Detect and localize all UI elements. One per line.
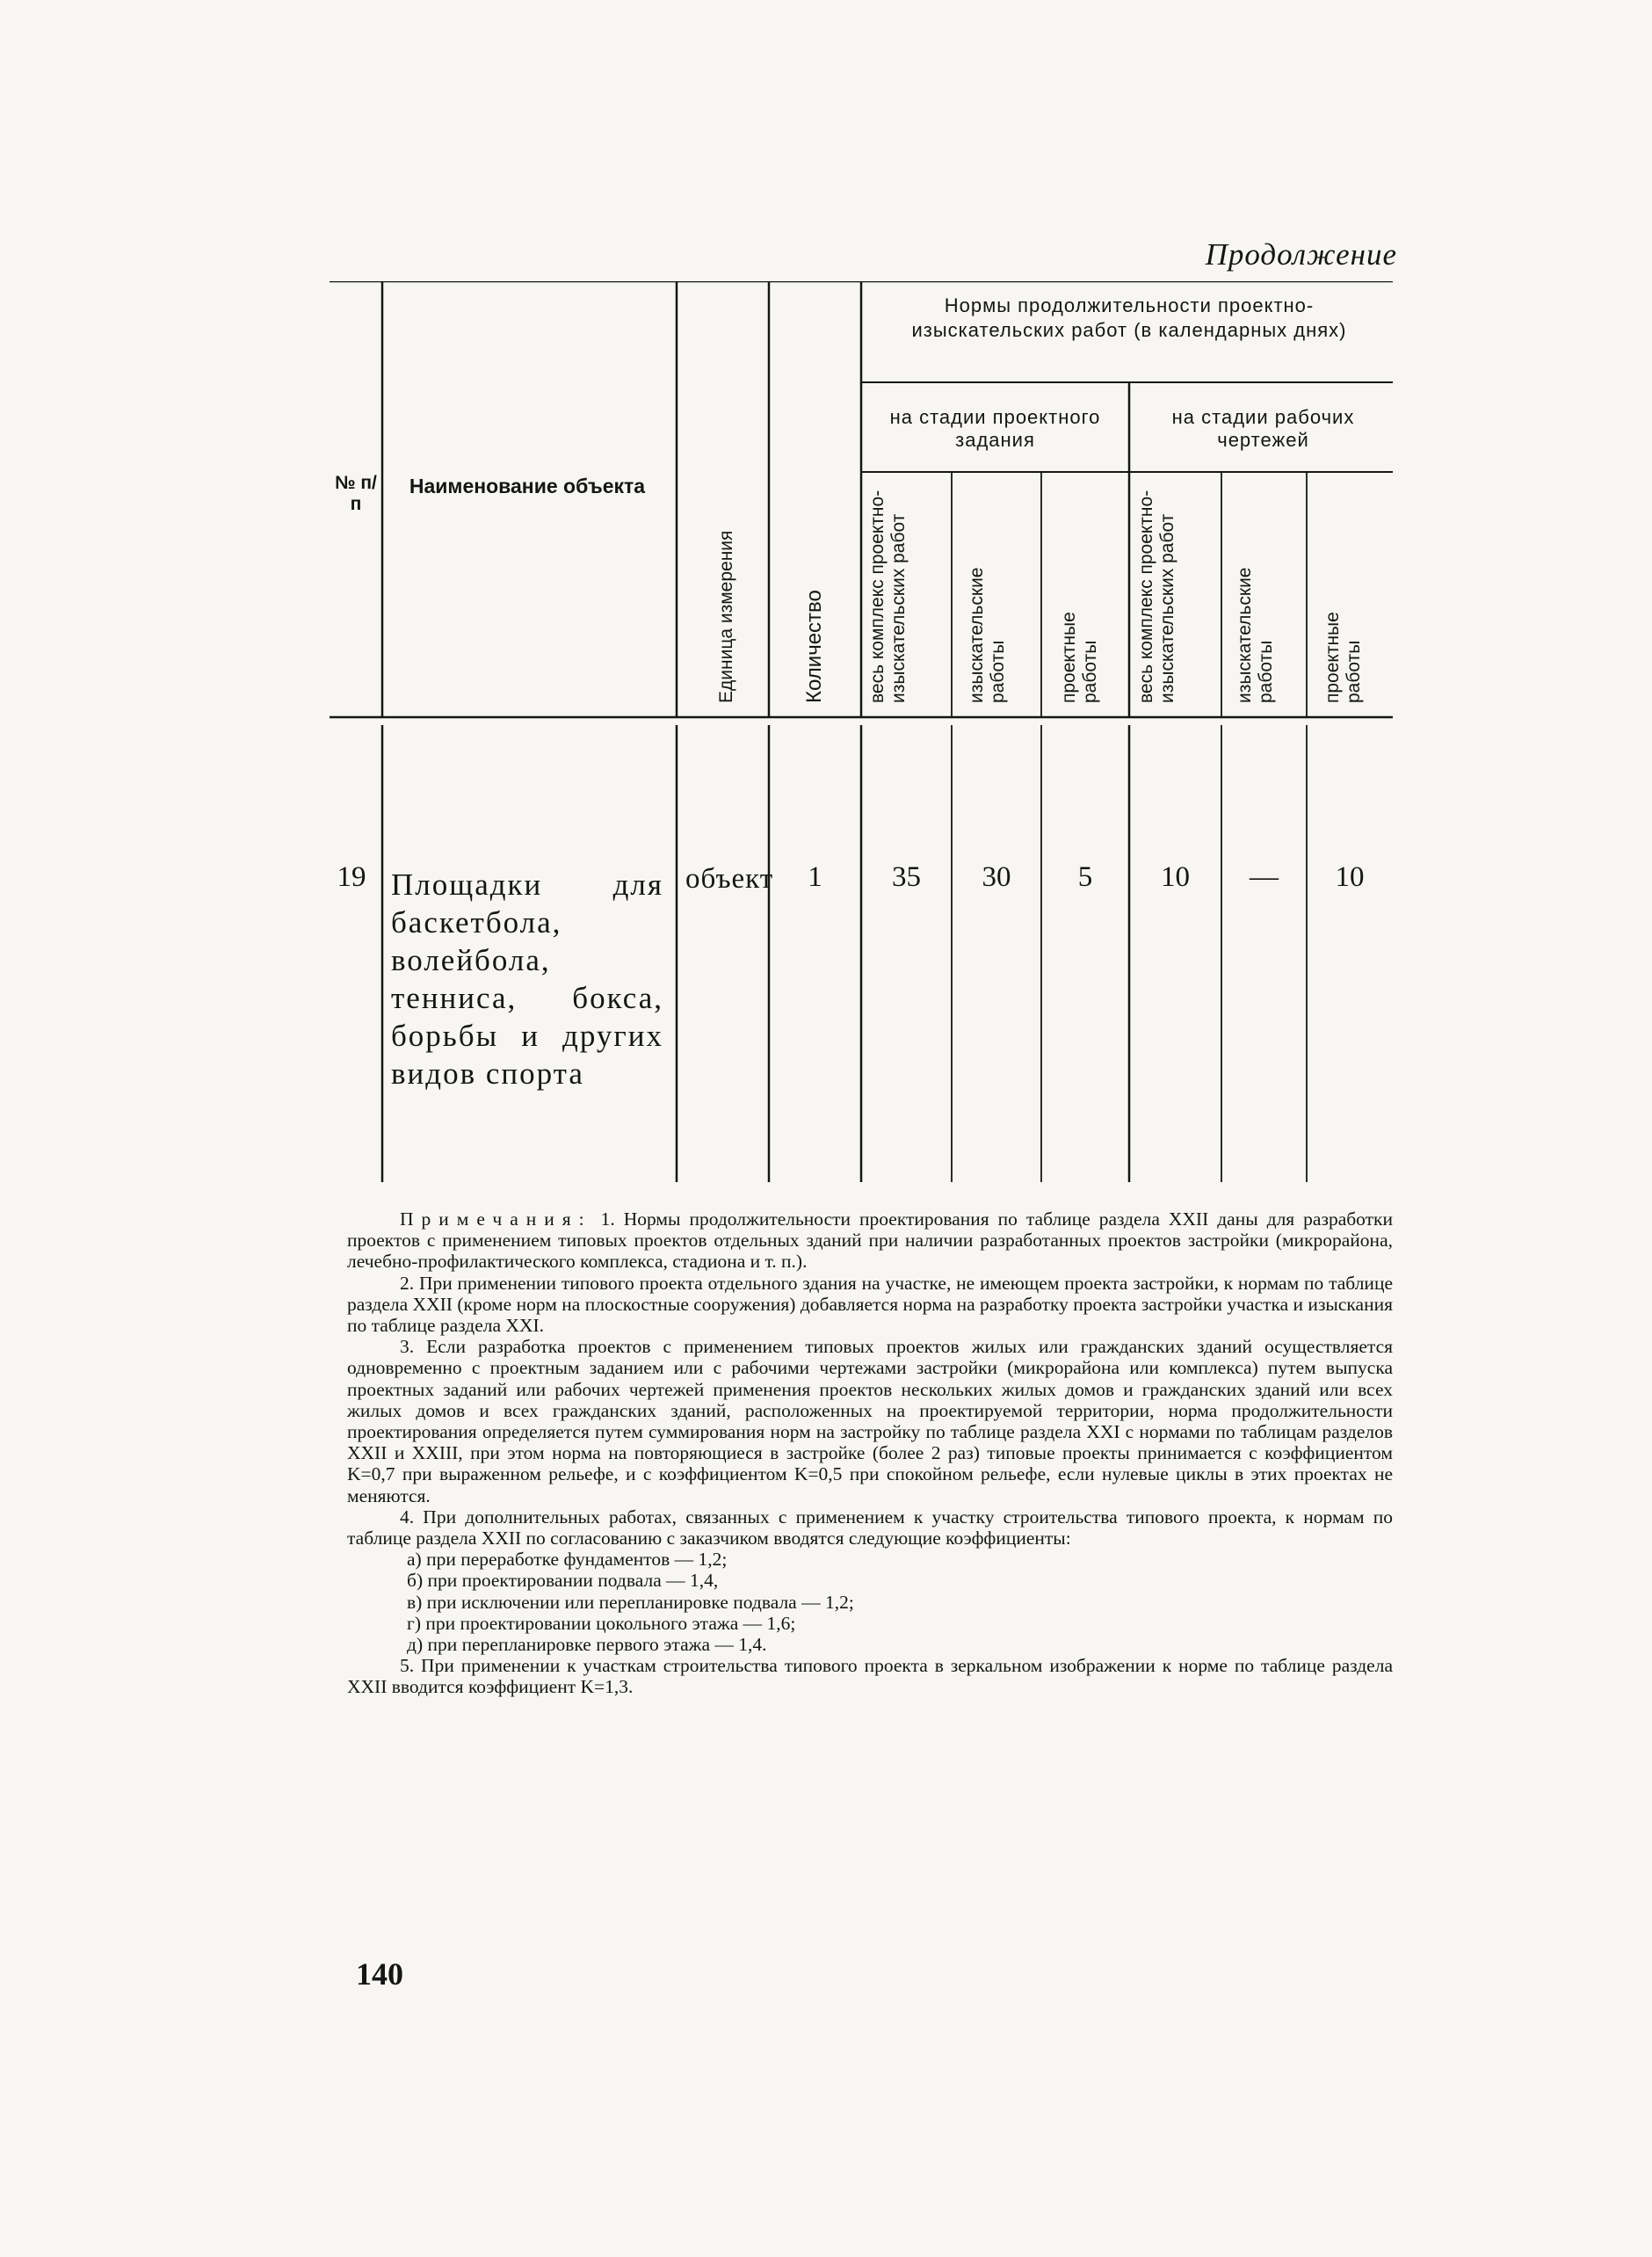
note-4: 4. При дополнительных работах, связанных с применением к участку строительства типового проекта, к нормам по таблице раздела XXII по согласованию с заказчиком вводятся следующие коэффициенты:	[347, 1506, 1393, 1549]
row-unit: объект	[685, 863, 774, 895]
note-1: 1. Нормы продолжительности проектирования по таблице раздела XXII даны для разработки проектов с применением типовых проектов отдельных зданий при наличии разработанных проектов застройки (микрорайона, лечебно-профилактического комплекса, стадиона и т. п.).	[347, 1208, 1393, 1273]
col-header-qty: Количество	[802, 590, 826, 703]
note-4b: б) при проектировании подвала — 1,4,	[407, 1570, 719, 1592]
note-4c: в) при исключении или перепланировке подвала — 1,2;	[407, 1591, 854, 1613]
sub-header-survey-design: изыскательские работы	[967, 567, 1008, 703]
note-4a: а) при переработке фундаментов — 1,2;	[407, 1549, 728, 1571]
note-2: 2. При применении типового проекта отдельного здания на участке, не имеющем проекта застройки, к нормам по таблице раздела XXII (кроме норм на плоскостные сооружения) добавляется норма на разработку проекта застройки участка и изыскания по таблице раздела XXI.	[347, 1272, 1393, 1337]
sub-header-total-working: весь комплекс проектно-изыскательских работ	[1136, 490, 1177, 703]
page-number: 140	[356, 1956, 403, 1992]
norms-header: Нормы продолжительности проектно-изыскательских работ (в календарных днях)	[911, 294, 1347, 341]
stage-design-header: на стадии проектного задания	[889, 406, 1101, 451]
note-3: 3. Если разработка проектов с применением типовых проектов жилых или гражданских зданий осуществляется одновременно с проектным заданием или с рабочими чертежами застройки (микрорайона или комплекса) путем выпуска проектных заданий или рабочих чертежей применения проектов нескольких жилых домов и гражданских зданий или всех жилых домов и всех гражданских зданий, расположенных на проектируемой территории, норма продолжительности проектирования определяется путем суммирования норм на застройку по таблице раздела XXI с нормами по таблицам разделов XXII и XXIII, при этом норма на повторяющиеся в застройке (более 2 раз) типовые проекты принимается с коэффициентом K=0,7 при выраженном рельефе, и с коэффициентом K=0,5 при спокойном рельефе, если нулевые циклы в этих проектах не меняются.	[347, 1336, 1393, 1506]
col-header-num: № п/п	[335, 473, 377, 515]
row-design-total: 35	[892, 861, 921, 893]
sub-header-total-design: весь комплекс проектно-изыскательских работ	[867, 490, 909, 703]
row-working-survey: —	[1250, 861, 1279, 893]
col-header-unit: Единица измерения	[716, 530, 736, 703]
note-5: 5. При применении к участкам строительства типового проекта в зеркальном изображении к норме по таблице раздела XXII вводится коэффициент K=1,3.	[347, 1655, 1393, 1698]
row-object-name: Площадки для баскетбола, волейбола, тенниса, бокса, борьбы и других видов спорта	[391, 867, 663, 1091]
note-4d: г) при проектировании цокольного этажа — 1,6;	[407, 1612, 796, 1634]
row-design-project: 5	[1077, 861, 1093, 893]
notes-label: Примечания:	[400, 1208, 592, 1230]
stage-working-header: на стадии рабочих чертежей	[1171, 406, 1355, 451]
sub-header-survey-working: изыскательские работы	[1235, 567, 1276, 703]
row-design-survey: 30	[982, 861, 1011, 893]
row-working-total: 10	[1161, 861, 1190, 893]
row-working-project: 10	[1335, 861, 1365, 893]
sub-header-project-design: проектные работы	[1059, 612, 1100, 703]
row-num: 19	[337, 861, 366, 893]
sub-header-project-working: проектные работы	[1322, 612, 1364, 703]
col-header-name: Наименование объекта	[409, 475, 646, 497]
row-qty: 1	[808, 861, 822, 893]
note-4e: д) при перепланировке первого этажа — 1,4.	[407, 1634, 767, 1656]
continuation-header: Продолжение	[1205, 237, 1397, 272]
notes-section	[347, 1208, 1393, 1698]
